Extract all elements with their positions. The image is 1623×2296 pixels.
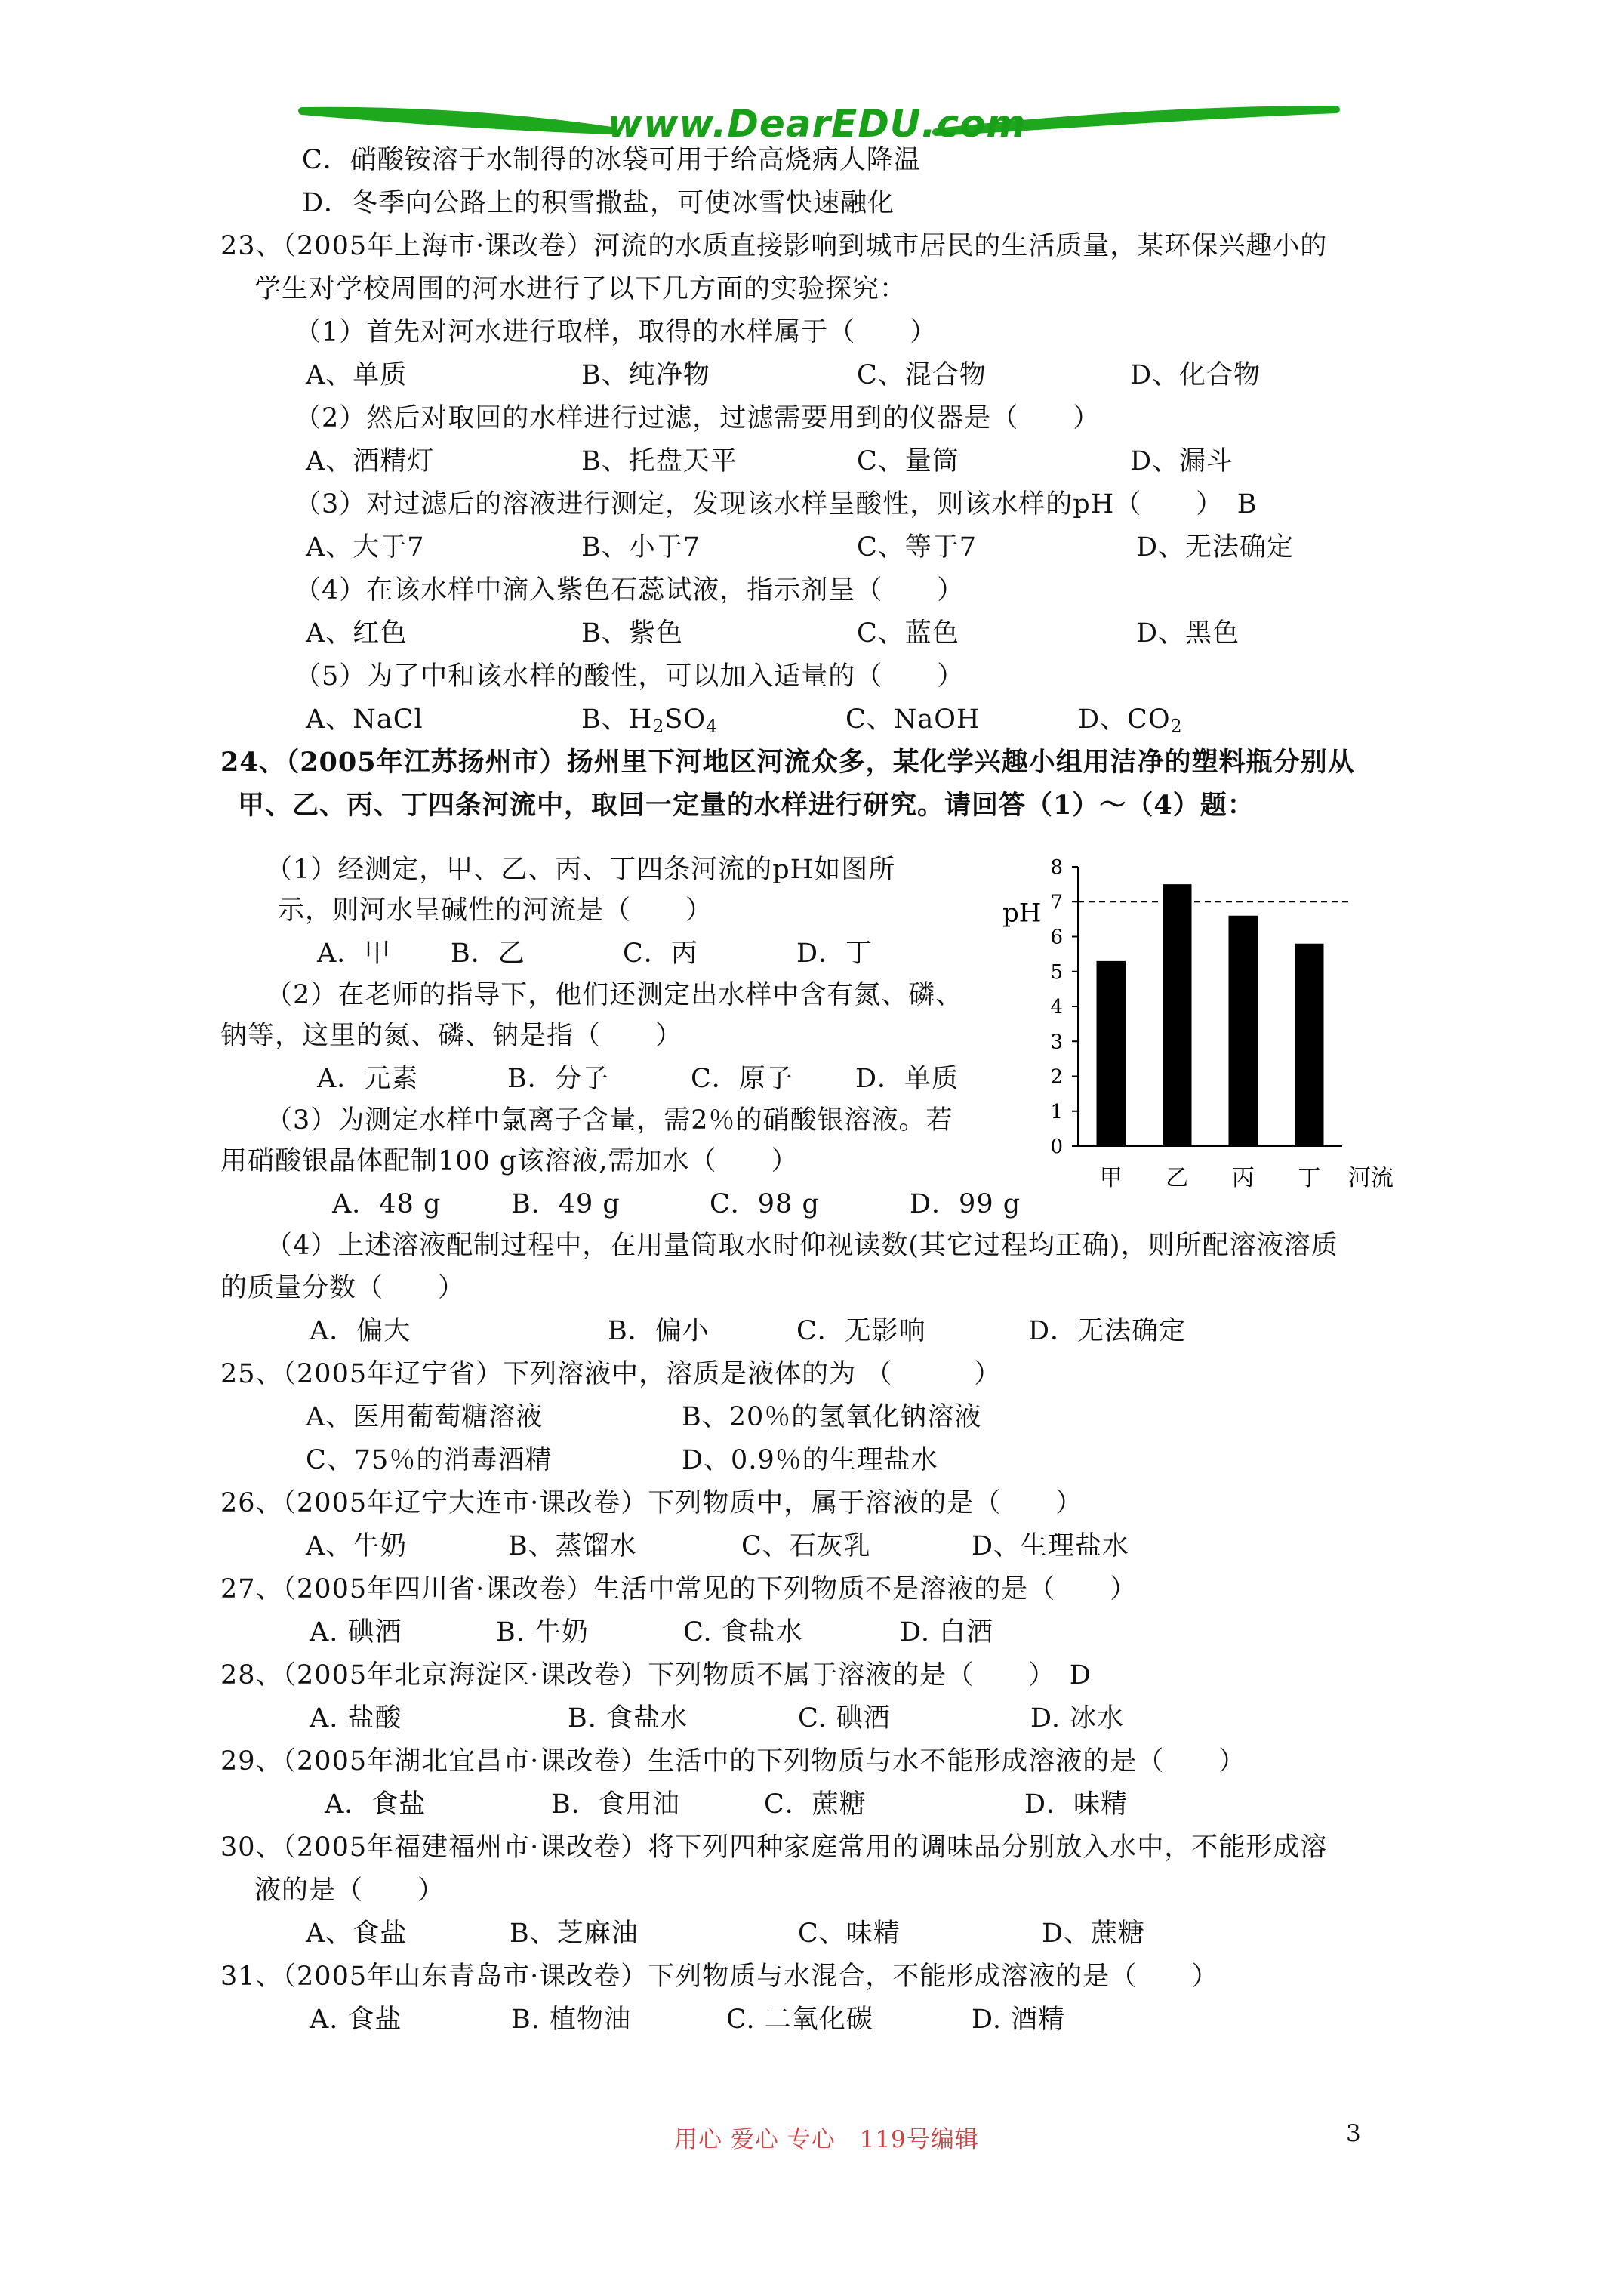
answer-option: A．食盐 xyxy=(325,1789,427,1820)
answer-option: C、混合物 xyxy=(857,360,987,390)
bar-0 xyxy=(1097,961,1126,1146)
y-tick-label: 3 xyxy=(1050,1031,1063,1054)
y-axis-label: pH xyxy=(1002,898,1042,929)
answer-option: B、蒸馏水 xyxy=(508,1531,637,1561)
text-line: 26、（2005年辽宁大连市·课改卷）下列物质中，属于溶液的是（ ） xyxy=(220,1488,1083,1518)
answer-option: B．乙 xyxy=(451,938,525,969)
text-line: 27、（2005年四川省·课改卷）生活中常见的下列物质不是溶液的是（ ） xyxy=(220,1574,1138,1604)
answer-option: C、蓝色 xyxy=(857,618,959,649)
answer-option: A. 碘酒 xyxy=(310,1617,402,1647)
answer-option: B．食用油 xyxy=(551,1789,680,1820)
option-row xyxy=(0,1702,1623,1735)
answer-option: D．无法确定 xyxy=(1028,1316,1187,1346)
answer-option: C．丙 xyxy=(623,938,698,969)
answer-option: C．无影响 xyxy=(796,1316,926,1346)
answer-option: A. 盐酸 xyxy=(310,1703,402,1734)
answer-option: B. 牛奶 xyxy=(496,1617,589,1647)
logo-text: www.DearEDU.com xyxy=(608,102,1027,146)
text-line: 学生对学校周围的河水进行了以下几方面的实验探究： xyxy=(254,274,907,304)
text-line: C．硝酸铵溶于水制得的冰袋可用于给高烧病人降温 xyxy=(302,145,921,175)
answer-option: C、量筒 xyxy=(857,446,959,476)
option-row xyxy=(0,1401,1623,1434)
option-row xyxy=(0,359,1623,392)
x-category-label: 丙 xyxy=(1231,1165,1255,1191)
answer-option: A、牛奶 xyxy=(306,1531,408,1561)
option-row xyxy=(0,1917,1623,1950)
answer-option: D、化合物 xyxy=(1130,360,1261,390)
option-naoh: C、NaOH xyxy=(845,704,981,735)
text-line: （3）对过滤后的溶液进行测定，发现该水样呈酸性，则该水样的pH（ ） B xyxy=(294,489,1258,519)
option-row xyxy=(0,1314,1623,1348)
text-line: （2）然后对取回的水样进行过滤，过滤需要用到的仪器是（ ） xyxy=(294,403,1101,433)
text-line: （5）为了中和该水样的酸性，可以加入适量的（ ） xyxy=(294,661,965,692)
text-line: 31、（2005年山东青岛市·课改卷）下列物质与水混合，不能形成溶液的是（ ） xyxy=(220,1962,1219,1992)
option-row xyxy=(0,617,1623,650)
option-nacl: A、NaCl xyxy=(306,704,423,735)
option-co2: D、$CO_2$ xyxy=(1078,704,1183,737)
text-line: （3）为测定水样中氯离子含量，需2％的硝酸银溶液。若 xyxy=(266,1105,953,1136)
answer-option: D、0.9％的生理盐水 xyxy=(682,1445,938,1475)
text-line: 28、（2005年北京海淀区·课改卷）下列物质不属于溶液的是（ ） D xyxy=(220,1660,1092,1690)
answer-option: A、酒精灯 xyxy=(306,446,435,476)
option-row xyxy=(0,445,1623,478)
answer-option: C．原子 xyxy=(691,1064,793,1094)
bar-2 xyxy=(1229,916,1258,1146)
option-row xyxy=(0,1616,1623,1649)
page-number: 3 xyxy=(1346,2120,1361,2147)
answer-option: D、漏斗 xyxy=(1130,446,1234,476)
answer-option: C. 食盐水 xyxy=(683,1617,803,1647)
answer-option: A．甲 xyxy=(317,938,392,969)
bar-1 xyxy=(1163,884,1192,1146)
answer-option: D. 冰水 xyxy=(1030,1703,1125,1734)
text-line: 用硝酸银晶体配制100 g该溶液,需加水（ ） xyxy=(220,1146,799,1176)
answer-option: C．98 g xyxy=(710,1189,820,1219)
text-line: （4）上述溶液配制过程中，在用量筒取水时仰视读数(其它过程均正确)，则所配溶液溶质 xyxy=(266,1231,1338,1261)
x-axis-label: 河流 xyxy=(1348,1165,1394,1191)
answer-option: B、托盘天平 xyxy=(581,446,738,476)
answer-option: B．偏小 xyxy=(608,1316,710,1346)
answer-option: C. 碘酒 xyxy=(798,1703,891,1734)
answer-option: D．味精 xyxy=(1024,1789,1129,1820)
answer-option: A、食盐 xyxy=(306,1918,408,1949)
answer-option: D．单质 xyxy=(855,1064,959,1094)
option-row xyxy=(0,1444,1623,1477)
answer-option: B、20％的氢氧化钠溶液 xyxy=(682,1402,982,1432)
answer-option: D、蔗糖 xyxy=(1042,1918,1146,1949)
answer-option: A、红色 xyxy=(306,618,408,649)
bold-text-line: 甲、乙、丙、丁四条河流中，取回一定量的水样进行研究。请回答（1）～（4）题： xyxy=(238,790,1255,821)
option-row xyxy=(0,1788,1623,1821)
answer-option: B、芝麻油 xyxy=(510,1918,639,1949)
y-tick-label: 7 xyxy=(1050,891,1063,914)
answer-option: B、纯净物 xyxy=(581,360,710,390)
bar-3 xyxy=(1295,944,1324,1146)
answer-option: A、医用葡萄糖溶液 xyxy=(306,1402,544,1432)
option-row xyxy=(0,2003,1623,2036)
x-category-label: 甲 xyxy=(1099,1165,1123,1191)
answer-option: C．蔗糖 xyxy=(764,1789,867,1820)
answer-option: C、等于7 xyxy=(857,532,978,562)
answer-option: D. 白酒 xyxy=(900,1617,994,1647)
text-line: 液的是（ ） xyxy=(254,1875,445,1906)
answer-option: C、石灰乳 xyxy=(741,1531,871,1561)
answer-option: B、紫色 xyxy=(581,618,683,649)
y-tick-label: 0 xyxy=(1050,1136,1063,1158)
option-row xyxy=(0,531,1623,564)
answer-option: A、单质 xyxy=(306,360,408,390)
x-category-label: 丁 xyxy=(1298,1165,1321,1191)
answer-option: D、生理盐水 xyxy=(972,1531,1130,1561)
footer-text: 用心 爱心 专心 119号编辑 xyxy=(674,2126,979,2153)
text-line: （1）首先对河水进行取样，取得的水样属于（ ） xyxy=(294,317,938,347)
text-line: 的质量分数（ ） xyxy=(220,1273,466,1303)
text-line: 示，则河水呈碱性的河流是（ ） xyxy=(278,895,713,926)
y-tick-label: 8 xyxy=(1050,856,1063,879)
answer-option: D．99 g xyxy=(910,1189,1021,1219)
y-tick-label: 1 xyxy=(1050,1100,1063,1123)
text-line: （2）在老师的指导下，他们还测定出水样中含有氮、磷、 xyxy=(266,980,963,1010)
bold-text-line: 24、（2005年江苏扬州市）扬州里下河地区河流众多，某化学兴趣小组用洁净的塑料瓶分别从 xyxy=(220,747,1355,778)
y-tick-label: 4 xyxy=(1050,996,1063,1019)
text-line: D．冬季向公路上的积雪撒盐，可使冰雪快速融化 xyxy=(302,188,895,218)
answer-option: D．丁 xyxy=(796,938,873,969)
answer-option: A．元素 xyxy=(317,1064,419,1094)
text-line: （4）在该水样中滴入紫色石蕊试液，指示剂呈（ ） xyxy=(294,575,965,606)
answer-option: B. 植物油 xyxy=(511,2005,631,2035)
ph-bar-chart xyxy=(981,853,1404,1200)
answer-option: A．偏大 xyxy=(310,1316,411,1346)
answer-option: B．49 g xyxy=(511,1189,621,1219)
text-line: 25、（2005年辽宁省）下列溶液中，溶质是液体的为 （ ） xyxy=(220,1359,1002,1389)
answer-option: C、味精 xyxy=(798,1918,901,1949)
x-category-label: 乙 xyxy=(1166,1165,1189,1191)
text-line: 29、（2005年湖北宜昌市·课改卷）生活中的下列物质与水不能形成溶液的是（ ） xyxy=(220,1746,1246,1777)
y-tick-label: 5 xyxy=(1050,960,1063,984)
option-row-subscripts xyxy=(0,703,1623,736)
answer-option: D、无法确定 xyxy=(1136,532,1295,562)
answer-option: B．分子 xyxy=(507,1064,609,1094)
answer-option: B、小于7 xyxy=(581,532,701,562)
y-tick-label: 2 xyxy=(1050,1065,1063,1089)
text-line: 30、（2005年福建福州市·课改卷）将下列四种家庭常用的调味品分别放入水中，不能形成溶 xyxy=(220,1832,1328,1863)
answer-option: D、黑色 xyxy=(1136,618,1240,649)
option-h2so4: B、$H_2SO_4$ xyxy=(581,704,719,737)
answer-option: D. 酒精 xyxy=(972,2005,1066,2035)
answer-option: C. 二氧化碳 xyxy=(726,2005,873,2035)
answer-option: B. 食盐水 xyxy=(568,1703,688,1734)
text-line: 23、（2005年上海市·课改卷）河流的水质直接影响到城市居民的生活质量，某环保兴趣小的 xyxy=(220,231,1328,261)
option-row xyxy=(0,1530,1623,1563)
answer-option: A、大于7 xyxy=(306,532,425,562)
answer-option: A．48 g xyxy=(332,1189,442,1219)
text-line: 钠等，这里的氮、磷、钠是指（ ） xyxy=(220,1021,683,1051)
answer-option: C、75％的消毒酒精 xyxy=(306,1445,553,1475)
text-line: （1）经测定，甲、乙、丙、丁四条河流的pH如图所 xyxy=(266,855,896,885)
answer-option: A. 食盐 xyxy=(310,2005,402,2035)
y-tick-label: 6 xyxy=(1050,926,1063,949)
